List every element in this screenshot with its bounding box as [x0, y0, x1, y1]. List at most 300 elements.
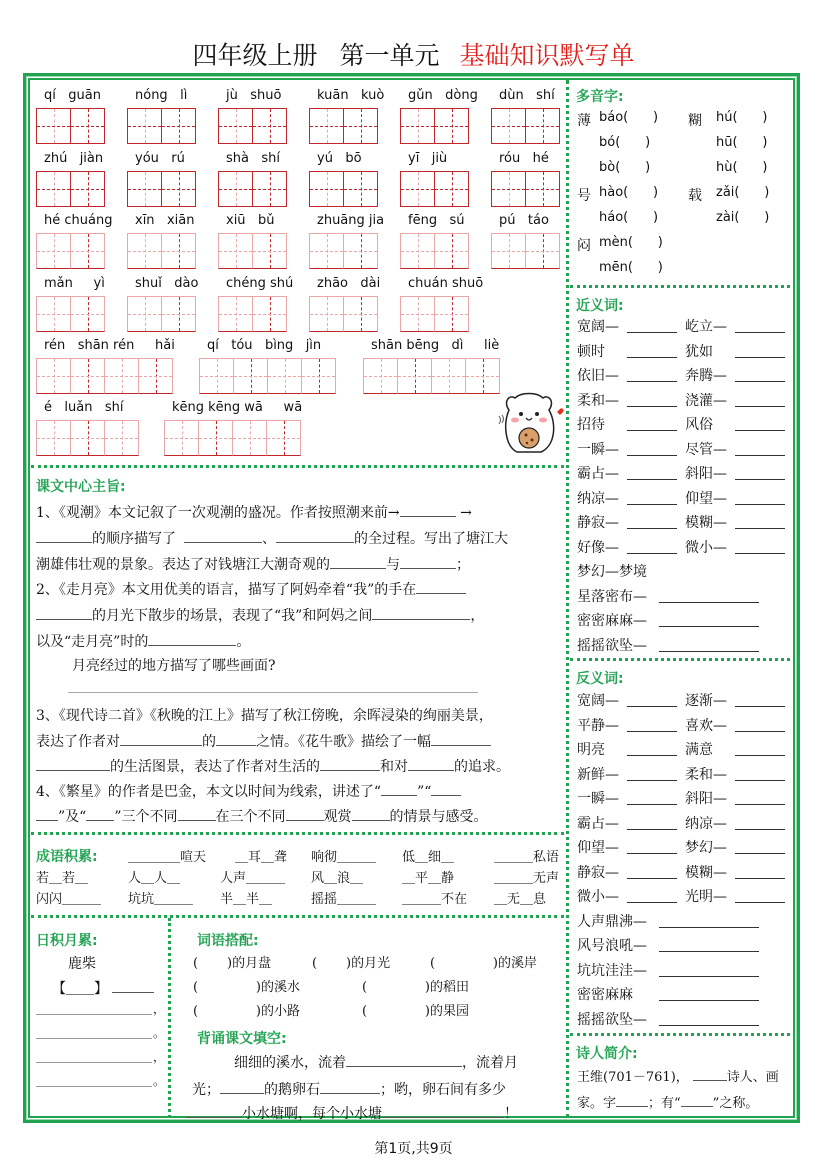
answer-blank[interactable] — [735, 357, 785, 358]
word-item: 微小— — [685, 539, 727, 556]
author-bracket[interactable]: 【＿＿】 — [52, 981, 108, 997]
writing-box[interactable] — [36, 108, 71, 144]
writing-box[interactable] — [252, 171, 287, 207]
writing-box[interactable] — [400, 171, 435, 207]
tianzige-boxes — [491, 233, 560, 269]
answer-blank[interactable] — [627, 553, 677, 554]
blank[interactable] — [86, 806, 114, 821]
answer-blank[interactable] — [627, 381, 677, 382]
blank[interactable] — [220, 1079, 264, 1094]
answer-blank[interactable] — [627, 829, 677, 830]
idiom-item[interactable]: 响彻＿＿＿ — [311, 850, 377, 865]
writing-box[interactable] — [309, 296, 344, 332]
pinyin-text: kēng kēng wā wā — [172, 400, 303, 415]
title-unit: 第一单元 — [339, 41, 440, 70]
blank[interactable] — [616, 1092, 648, 1107]
blank[interactable] — [693, 1066, 727, 1081]
answer-blank[interactable] — [735, 430, 785, 431]
writing-box[interactable] — [70, 420, 105, 456]
answer-blank[interactable] — [735, 381, 785, 382]
writing-box[interactable] — [104, 358, 139, 394]
poem-punct: 。 — [153, 1026, 166, 1040]
writing-box[interactable] — [199, 358, 234, 394]
pinyin-text: zhú jiàn — [44, 151, 104, 166]
word-item: 仰望— — [577, 840, 619, 856]
text: 表达了作者对 — [36, 734, 120, 750]
word-item: 梦幻— — [685, 840, 727, 856]
writing-box[interactable] — [343, 296, 378, 332]
idiom-item[interactable]: 闪闪＿＿＿ — [36, 892, 102, 907]
tianzige-boxes — [400, 171, 469, 207]
text: ”“ — [417, 784, 432, 800]
tianzige-boxes — [400, 108, 469, 144]
polyphone-char: 糊 — [688, 113, 702, 129]
text: 与 — [386, 557, 400, 573]
pinyin-text: róu hé — [499, 151, 549, 166]
writing-box[interactable] — [36, 171, 71, 207]
writing-box[interactable] — [70, 108, 105, 144]
main-idea-line-4 — [36, 579, 466, 599]
blank[interactable] — [286, 806, 324, 821]
writing-box[interactable] — [138, 358, 173, 394]
pinyin-text: yī jiù — [408, 151, 448, 166]
pinyin-text: é luǎn shí — [44, 400, 124, 415]
word-item: 宽阔— — [577, 693, 619, 709]
writing-box[interactable] — [127, 233, 162, 269]
polyphone-reading[interactable]: háo( ) — [599, 210, 659, 225]
word-item: 一瞬— — [577, 441, 619, 458]
text: 王维(701－761)， — [577, 1070, 689, 1085]
blank[interactable] — [36, 806, 58, 821]
word-match-item[interactable]: ( )的溪水 — [193, 980, 300, 995]
recite-title: 背诵课文填空: — [197, 1031, 287, 1047]
blank[interactable] — [216, 731, 256, 746]
idiom-item[interactable]: 人＿人＿ — [128, 871, 181, 886]
word-item: 风号浪吼— — [577, 938, 647, 954]
word-item: 坑坑洼洼— — [577, 962, 647, 979]
writing-box[interactable] — [363, 358, 398, 394]
answer-blank[interactable] — [627, 755, 677, 756]
tianzige-boxes — [36, 358, 173, 394]
word-item: 模糊— — [685, 864, 727, 881]
answer-blank[interactable] — [627, 455, 677, 456]
answer-blank[interactable] — [627, 853, 677, 854]
pinyin-text: yú bō — [317, 151, 362, 166]
writing-box[interactable] — [36, 420, 71, 456]
answer-blank[interactable] — [627, 332, 677, 333]
writing-box[interactable] — [525, 171, 560, 207]
answer-blank[interactable] — [627, 706, 677, 707]
answer-blank[interactable] — [659, 976, 759, 977]
answer-blank[interactable] — [659, 602, 759, 603]
pinyin-text: hé chuáng — [44, 213, 113, 228]
answer-blank[interactable] — [735, 780, 785, 781]
poem-punct: 。 — [153, 1074, 166, 1088]
poem-blank-line[interactable] — [36, 1038, 152, 1039]
polyphone-char: 载 — [688, 188, 702, 204]
answer-blank[interactable] — [735, 406, 785, 407]
idiom-item[interactable]: ＿＿＿不在 — [402, 892, 468, 907]
blank[interactable] — [186, 1103, 242, 1118]
text: 和对 — [380, 759, 408, 775]
pinyin-text: zhuāng jia — [317, 213, 385, 228]
writing-box[interactable] — [233, 358, 268, 394]
text: 1、《观潮》本文记叙了一次观潮的盛况。作者按照潮来前→ — [36, 505, 400, 521]
answer-blank[interactable] — [659, 1025, 759, 1026]
writing-box[interactable] — [434, 296, 469, 332]
writing-box[interactable] — [343, 108, 378, 144]
pinyin-text: shuǐ dào — [135, 276, 199, 291]
writing-box[interactable] — [465, 358, 500, 394]
writing-box[interactable] — [343, 233, 378, 269]
title-grade: 四年级上册 — [192, 41, 318, 70]
answer-blank[interactable] — [627, 406, 677, 407]
writing-box[interactable] — [161, 296, 196, 332]
writing-box[interactable] — [127, 171, 162, 207]
answer-blank[interactable] — [735, 755, 785, 756]
writing-box[interactable] — [36, 296, 71, 332]
blank[interactable] — [120, 731, 202, 746]
writing-box[interactable] — [400, 233, 435, 269]
word-match-item[interactable]: ( )的稻田 — [362, 980, 469, 995]
blank[interactable] — [400, 502, 456, 517]
text: 以及“走月亮”时的 — [36, 634, 149, 650]
answer-line[interactable] — [68, 692, 478, 693]
text: 的顺序描写了 — [92, 531, 176, 547]
answer-blank[interactable] — [627, 780, 677, 781]
text: 2、《走月亮》本文用优美的语言，描写了阿妈牵着“我”的手在 — [36, 582, 417, 598]
word-item: 摇摇欲坠— — [577, 1011, 647, 1028]
tianzige-boxes — [36, 108, 105, 144]
blank[interactable] — [681, 1092, 713, 1107]
writing-box[interactable] — [343, 171, 378, 207]
pinyin-text: shān bēng dì liè — [371, 338, 500, 353]
writing-box[interactable] — [218, 233, 253, 269]
word-match-item[interactable]: ( )的月光 — [312, 956, 391, 971]
writing-box[interactable] — [309, 233, 344, 269]
polyphone-reading[interactable]: bò( ) — [599, 160, 651, 175]
word-item: 静寂— — [577, 515, 619, 531]
tianzige-boxes — [400, 296, 469, 332]
answer-blank[interactable] — [735, 479, 785, 480]
tianzige-boxes — [218, 171, 287, 207]
tianzige-boxes — [36, 171, 105, 207]
answer-blank[interactable] — [735, 804, 785, 805]
writing-box[interactable] — [218, 108, 253, 144]
writing-box[interactable] — [127, 296, 162, 332]
word-item: 犹如 — [685, 343, 713, 360]
text: ；哟，卵石间有多少 — [380, 1082, 506, 1098]
poet-title: 诗人简介: — [576, 1046, 638, 1062]
answer-blank[interactable] — [735, 731, 785, 732]
answer-blank[interactable] — [735, 553, 785, 554]
writing-box[interactable] — [70, 358, 105, 394]
writing-box[interactable] — [267, 358, 302, 394]
word-match-item[interactable]: ( )的小路 — [193, 1004, 300, 1019]
tianzige-boxes — [218, 233, 287, 269]
answer-blank[interactable] — [735, 853, 785, 854]
answer-blank[interactable] — [659, 1000, 759, 1001]
text: 家。字 — [577, 1096, 617, 1111]
idiom-item[interactable]: ＿无＿息 — [494, 892, 547, 907]
bottom-divider — [168, 918, 171, 1118]
recite-line-1 — [234, 1052, 518, 1072]
writing-box[interactable] — [36, 233, 71, 269]
idiom-item[interactable]: ＿＿＿私语 — [494, 850, 560, 865]
blank[interactable] — [36, 528, 92, 543]
poem-blank-line[interactable] — [36, 1062, 152, 1063]
writing-box[interactable] — [218, 171, 253, 207]
word-item: 尽管— — [685, 441, 727, 458]
word-item: 顿时 — [577, 343, 605, 360]
writing-box[interactable] — [252, 108, 287, 144]
blank[interactable] — [352, 806, 390, 821]
blank[interactable] — [400, 554, 456, 569]
blank[interactable] — [320, 1079, 380, 1094]
writing-box[interactable] — [232, 420, 267, 456]
writing-box[interactable] — [491, 171, 526, 207]
writing-box[interactable] — [491, 233, 526, 269]
main-idea-title: 课文中心主旨: — [36, 479, 126, 495]
pinyin-text: mǎn yì — [44, 276, 105, 291]
idiom-item[interactable]: 半＿半＿ — [220, 892, 273, 907]
word-item: 斜阳— — [685, 791, 727, 807]
main-idea-line-6 — [36, 631, 250, 651]
idiom-item[interactable]: 摇摇＿＿＿ — [311, 892, 377, 907]
text: ！ — [504, 1106, 518, 1122]
word-item: 柔和— — [685, 766, 727, 783]
answer-blank[interactable] — [627, 430, 677, 431]
polyphone-reading[interactable]: hū( ) — [716, 135, 768, 150]
poem-blank-line[interactable] — [36, 1014, 152, 1015]
writing-box[interactable] — [70, 233, 105, 269]
blank[interactable] — [276, 528, 354, 543]
pinyin-text: kuān kuò — [317, 88, 385, 103]
antonym-title: 反义词: — [576, 671, 624, 687]
answer-blank[interactable] — [627, 902, 677, 903]
blank[interactable] — [330, 554, 386, 569]
blank[interactable] — [148, 631, 236, 646]
pinyin-text: fēng sú — [408, 213, 465, 228]
word-item: 一瞬— — [577, 791, 619, 807]
pinyin-text: shà shí — [226, 151, 280, 166]
tianzige-boxes — [36, 296, 105, 332]
writing-box[interactable] — [309, 108, 344, 144]
answer-blank[interactable] — [659, 927, 759, 928]
tianzige-boxes — [199, 358, 336, 394]
blank[interactable] — [184, 528, 262, 543]
writing-box[interactable] — [431, 358, 466, 394]
divider-polyphone — [570, 285, 790, 288]
word-item: 霸占— — [577, 815, 619, 832]
answer-blank[interactable] — [627, 528, 677, 529]
blank[interactable] — [36, 756, 110, 771]
blank[interactable] — [431, 781, 461, 796]
writing-box[interactable] — [161, 171, 196, 207]
answer-blank[interactable] — [735, 902, 785, 903]
idiom-item[interactable]: 坑坑＿＿＿ — [128, 892, 194, 907]
tianzige-boxes — [309, 108, 378, 144]
answer-blank[interactable] — [627, 504, 677, 505]
text: 小水塘啊，每个小水塘 — [242, 1106, 382, 1122]
answer-blank[interactable] — [735, 332, 785, 333]
polyphone-reading[interactable]: hú( ) — [716, 110, 768, 125]
text: 的 — [202, 734, 216, 750]
tianzige-boxes — [491, 171, 560, 207]
comma: ， — [470, 608, 485, 624]
recite-line-3 — [186, 1103, 518, 1123]
polyphone-reading[interactable]: bó( ) — [599, 135, 651, 150]
blank[interactable] — [381, 781, 417, 796]
writing-box[interactable] — [266, 420, 301, 456]
answer-blank[interactable] — [627, 804, 677, 805]
word-match-item[interactable]: ( )的溪岸 — [430, 956, 537, 971]
polyphone-reading[interactable]: hào( ) — [599, 185, 659, 200]
answer-blank[interactable] — [735, 706, 785, 707]
text: 的月光下散步的场景，表现了“我”和阿妈之间 — [92, 608, 373, 624]
blank[interactable] — [178, 806, 216, 821]
page-title — [0, 36, 827, 72]
answer-blank[interactable] — [627, 731, 677, 732]
blank[interactable] — [416, 579, 466, 594]
writing-box[interactable] — [36, 358, 71, 394]
main-idea-line-1 — [36, 502, 472, 522]
pinyin-text: zhāo dài — [317, 276, 381, 291]
word-item: 静寂— — [577, 864, 619, 881]
writing-box[interactable] — [525, 233, 560, 269]
blank[interactable] — [382, 1103, 504, 1118]
tianzige-boxes — [127, 296, 196, 332]
polyphone-reading[interactable]: hù( ) — [716, 160, 768, 175]
answer-blank[interactable] — [735, 455, 785, 456]
main-idea-line-11 — [36, 806, 488, 826]
text: ；有“ — [648, 1096, 681, 1111]
divider-synonym — [570, 658, 790, 661]
word-item: 满意 — [685, 742, 713, 758]
word-match-item[interactable]: ( )的月盘 — [193, 956, 272, 971]
text: ，流着月 — [462, 1055, 518, 1071]
word-item: 招待 — [577, 417, 605, 433]
idiom-item[interactable]: ＿耳＿聋 — [235, 850, 288, 865]
word-item: 宽阔— — [577, 319, 619, 335]
polyphone-reading[interactable]: báo( ) — [599, 110, 659, 125]
writing-box[interactable] — [491, 108, 526, 144]
writing-box[interactable] — [434, 108, 469, 144]
poet-line-1 — [577, 1066, 779, 1085]
writing-box[interactable] — [198, 420, 233, 456]
answer-blank[interactable] — [659, 651, 759, 652]
tianzige-boxes — [309, 171, 378, 207]
answer-blank[interactable] — [627, 878, 677, 879]
blank[interactable] — [431, 731, 491, 746]
writing-box[interactable] — [301, 358, 336, 394]
writing-box[interactable] — [434, 171, 469, 207]
polyphone-reading[interactable]: zài( ) — [716, 210, 770, 225]
writing-box[interactable] — [400, 296, 435, 332]
writing-box[interactable] — [127, 108, 162, 144]
idiom-item[interactable]: ＿平＿静 — [402, 871, 455, 886]
tianzige-boxes — [36, 233, 105, 269]
writing-box[interactable] — [218, 296, 253, 332]
tianzige-boxes — [164, 420, 301, 456]
idiom-item[interactable]: ＿＿＿＿喧天 — [128, 850, 207, 865]
divider-idioms — [31, 915, 564, 918]
text: 观赏 — [323, 809, 352, 825]
word-item: 纳凉— — [685, 815, 727, 832]
answer-blank[interactable] — [735, 504, 785, 505]
idiom-item[interactable]: ＿＿＿无声 — [494, 871, 560, 886]
pinyin-text: gǔn dòng — [408, 88, 478, 103]
divider-pinyin — [31, 465, 564, 468]
answer-blank[interactable] — [735, 528, 785, 529]
answer-blank[interactable] — [735, 878, 785, 879]
writing-box[interactable] — [397, 358, 432, 394]
word-item: 光明— — [685, 889, 727, 905]
writing-box[interactable] — [434, 233, 469, 269]
text: 4、《繁星》的作者是巴金，本文以时间为线索，讲述了“ — [36, 784, 382, 800]
poem-blank-line[interactable] — [36, 1086, 152, 1087]
writing-box[interactable] — [70, 296, 105, 332]
text: 之情。《花牛歌》描绘了一幅 — [256, 734, 431, 750]
blank[interactable] — [408, 756, 454, 771]
blank[interactable] — [372, 605, 470, 620]
text: 的生活图景，表达了作者对生活的 — [110, 759, 320, 775]
writing-box[interactable] — [309, 171, 344, 207]
tianzige-boxes — [218, 108, 287, 144]
pinyin-text: yóu rú — [135, 151, 185, 166]
writing-box[interactable] — [161, 108, 196, 144]
polyphone-char: 闷 — [577, 238, 591, 254]
writing-box[interactable] — [525, 108, 560, 144]
answer-blank[interactable] — [627, 479, 677, 480]
blank[interactable] — [320, 756, 380, 771]
answer-blank[interactable] — [735, 829, 785, 830]
pinyin-text: qí tóu bìng jìn — [207, 338, 322, 353]
idiom-item[interactable]: 风＿浪＿ — [311, 871, 364, 886]
poem-title: 鹿柴 — [68, 956, 96, 972]
answer-blank[interactable] — [659, 951, 759, 952]
writing-box[interactable] — [400, 108, 435, 144]
writing-box[interactable] — [164, 420, 199, 456]
word-item: 喜欢— — [685, 717, 727, 734]
word-item: 霸占— — [577, 466, 619, 482]
idiom-item[interactable]: 人声＿＿＿ — [220, 871, 286, 886]
word-match-item[interactable]: ( )的果园 — [362, 1004, 469, 1019]
blank[interactable] — [112, 978, 154, 993]
writing-box[interactable] — [252, 296, 287, 332]
tianzige-boxes — [218, 296, 287, 332]
word-item: 好像— — [577, 539, 619, 556]
tianzige-boxes — [400, 233, 469, 269]
idiom-item[interactable]: 低＿细＿ — [402, 850, 455, 865]
word-item: 明亮 — [577, 742, 605, 758]
writing-box[interactable] — [161, 233, 196, 269]
polyphone-reading[interactable]: zǎi( ) — [716, 185, 770, 200]
pinyin-text: jù shuō — [226, 88, 282, 103]
answer-blank[interactable] — [659, 626, 759, 627]
answer-blank[interactable] — [627, 357, 677, 358]
blank[interactable] — [346, 1052, 462, 1067]
polyphone-reading[interactable]: mèn( ) — [599, 235, 663, 250]
writing-box[interactable] — [70, 171, 105, 207]
word-item: 密密麻麻 — [577, 987, 633, 1003]
idiom-item[interactable]: 若＿若＿ — [36, 871, 89, 886]
blank[interactable] — [36, 605, 92, 620]
writing-box[interactable] — [252, 233, 287, 269]
period: 。 — [236, 634, 251, 650]
writing-box[interactable] — [104, 420, 139, 456]
polyphone-reading[interactable]: mēn( ) — [599, 260, 663, 275]
